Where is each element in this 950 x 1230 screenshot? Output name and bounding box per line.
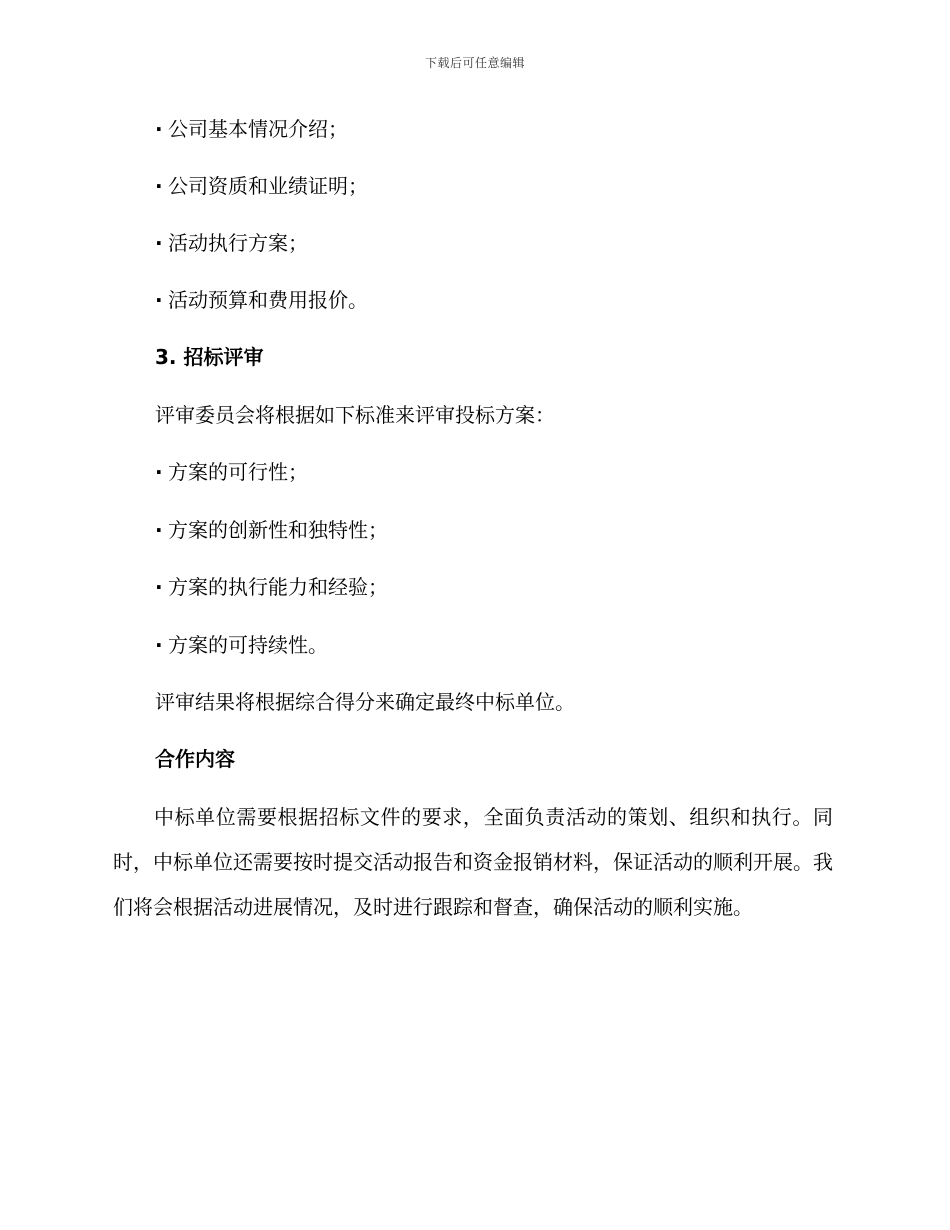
body-paragraph: 中标单位需要根据招标文件的要求，全面负责活动的策划、组织和执行。同时，中标单位还需要按时提交活动报告和资金报销材料，保证活动的顺利开展。我们将会根据活动进展情况，及时进行跟踪和督查，确保活动的顺利实施。 [113, 805, 833, 919]
section-intro: 评审委员会将根据如下标准来评审投标方案： [155, 403, 555, 427]
section-heading: 合作内容 [155, 747, 235, 771]
list-item: · 方案的执行能力和经验； [155, 573, 388, 601]
list-item: · 方案的创新性和独特性； [155, 516, 388, 544]
section-heading: 3. 招标评审 [155, 345, 264, 369]
list-item: · 公司资质和业绩证明； [155, 172, 368, 200]
list-item: · 方案的可持续性。 [155, 631, 328, 659]
page-header: 下载后可任意编辑 [424, 56, 525, 70]
list-item: · 公司基本情况介绍； [155, 115, 348, 143]
list-item: · 活动预算和费用报价。 [155, 286, 368, 314]
list-item: · 方案的可行性； [155, 458, 308, 486]
list-item: · 活动执行方案； [155, 229, 308, 257]
section-conclusion: 评审结果将根据综合得分来确定最终中标单位。 [155, 690, 575, 714]
